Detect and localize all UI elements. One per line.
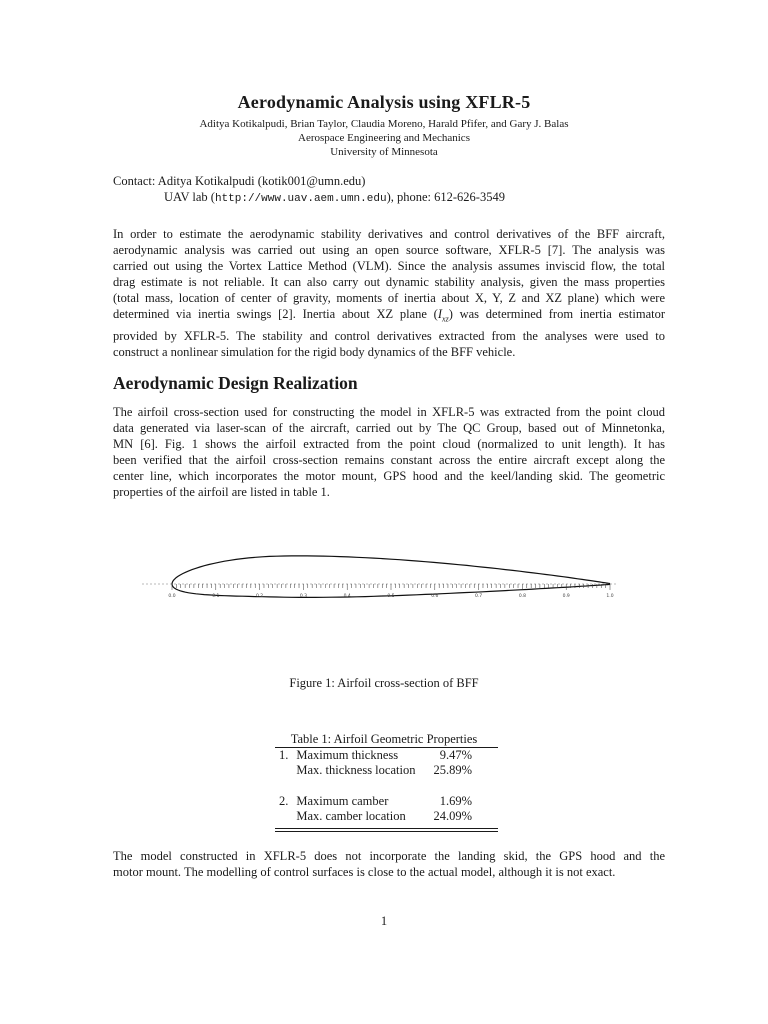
tick-label: 0.7 (475, 594, 483, 599)
section-line: properties of the airfoil are listed in table 1. (113, 485, 330, 499)
lab-suffix: ), phone: 612-626-3549 (386, 190, 505, 204)
airfoil-figure (140, 540, 620, 620)
author-block (0, 117, 768, 159)
tick-label: 0.0 (168, 594, 176, 599)
author-university: University of Minnesota (330, 146, 438, 158)
properties-table (275, 748, 476, 824)
table-bottom-rule (275, 828, 498, 829)
table-row: Max. camber location 24.09% (296, 809, 472, 823)
closing-paragraph (113, 848, 665, 880)
table-row: 1. Maximum thickness 9.47% (279, 748, 472, 762)
section-line: been verified that the airfoil cross-section remains constant across the entire aircraft except along the (113, 453, 665, 467)
section-paragraph (113, 404, 665, 500)
section-line: center line, which incorporates the motor mount, GPS hood and the keel/landing skid. The geometric (113, 469, 665, 483)
closing-line: The model constructed in XFLR-5 does not incorporate the landing skid, the GPS hood and the (113, 849, 665, 863)
author-department: Aerospace Engineering and Mechanics (298, 132, 470, 144)
table-bottom-rule-2 (275, 831, 498, 832)
tick-label: 0.4 (343, 594, 351, 599)
section-line: data generated via laser-scan of the aircraft, carried out by The QC Group, based out of Minnetonka, (113, 421, 665, 435)
intro-line: aerodynamic analysis was carried out using an open source software, XFLR-5 [7]. The analysis was (113, 243, 665, 257)
table-spacer (275, 778, 476, 794)
intro-line: determined via inertia swings [2]. Inertia about XZ plane $(I_{xz})$ was determined from inertia estimator (113, 307, 665, 324)
tick-label: 0.8 (518, 594, 526, 599)
section-heading: Aerodynamic Design Realization (113, 373, 358, 393)
table-row: 2. Maximum camber 1.69% (279, 794, 472, 808)
tick-label: 0.9 (562, 594, 570, 599)
lab-url-link[interactable]: http://www.uav.aem.umn.edu (214, 193, 387, 205)
table-row: Max. thickness location 25.89% (296, 763, 472, 777)
tick-label: 0.3 (299, 594, 307, 599)
inertia-symbol: I (437, 307, 443, 321)
contact-label: Contact: (113, 174, 156, 188)
closing-line: motor mount. The modelling of control surfaces is close to the actual model, although it is not exact. (113, 865, 616, 879)
intro-line: drag estimate is not reliable. It can also carry out dynamic stability analysis, given the mass properties (113, 275, 665, 289)
axis-ticks (172, 584, 610, 590)
section-line: The airfoil cross-section used for constructing the model in XFLR-5 was extracted from the point cloud (113, 405, 665, 419)
contact-person: Aditya Kotikalpudi (kotik001@umn.edu) (157, 174, 366, 188)
inertia-subscript: xz (442, 314, 449, 324)
intro-line: carried out using the Vortex Lattice Method (VLM). Since the analysis assumes inviscid flow, the total (113, 259, 665, 273)
intro-line: provided by XFLR-5. The stability and control derivatives extracted from the analyses were used to (113, 328, 665, 343)
intro-paragraph (113, 226, 665, 360)
tick-label: 0.5 (387, 594, 395, 599)
lab-prefix: UAV lab ( (164, 190, 215, 204)
figure-caption: Figure 1: Airfoil cross-section of BFF (289, 676, 479, 690)
table-caption: Table 1: Airfoil Geometric Properties (290, 732, 478, 746)
tick-label: 1.0 (606, 594, 614, 599)
tick-label: 0.6 (431, 594, 439, 599)
paper-title: Aerodynamic Analysis using XFLR-5 (237, 92, 531, 112)
intro-line: (total mass, location of center of gravity, moments of inertia about X, Y, Z and XZ plane) which were (113, 291, 665, 305)
contact-block (113, 173, 505, 207)
page-number: 1 (380, 914, 388, 928)
tick-label: 0.1 (212, 594, 220, 599)
section-line: MN [6]. Fig. 1 shows the airfoil extracted from the point cloud (normalized to unit length). It has (113, 437, 665, 451)
intro-line: construct a nonlinear simulation for the rigid body dynamics of the BFF vehicle. (113, 344, 516, 359)
intro-line: In order to estimate the aerodynamic stability derivatives and control derivatives of the BFF aircraft, (113, 227, 665, 241)
tick-label: 0.2 (256, 594, 264, 599)
author-names: Aditya Kotikalpudi, Brian Taylor, Claudia Moreno, Harald Pfifer, and Gary J. Balas (199, 118, 569, 130)
airfoil-outline (172, 556, 610, 598)
